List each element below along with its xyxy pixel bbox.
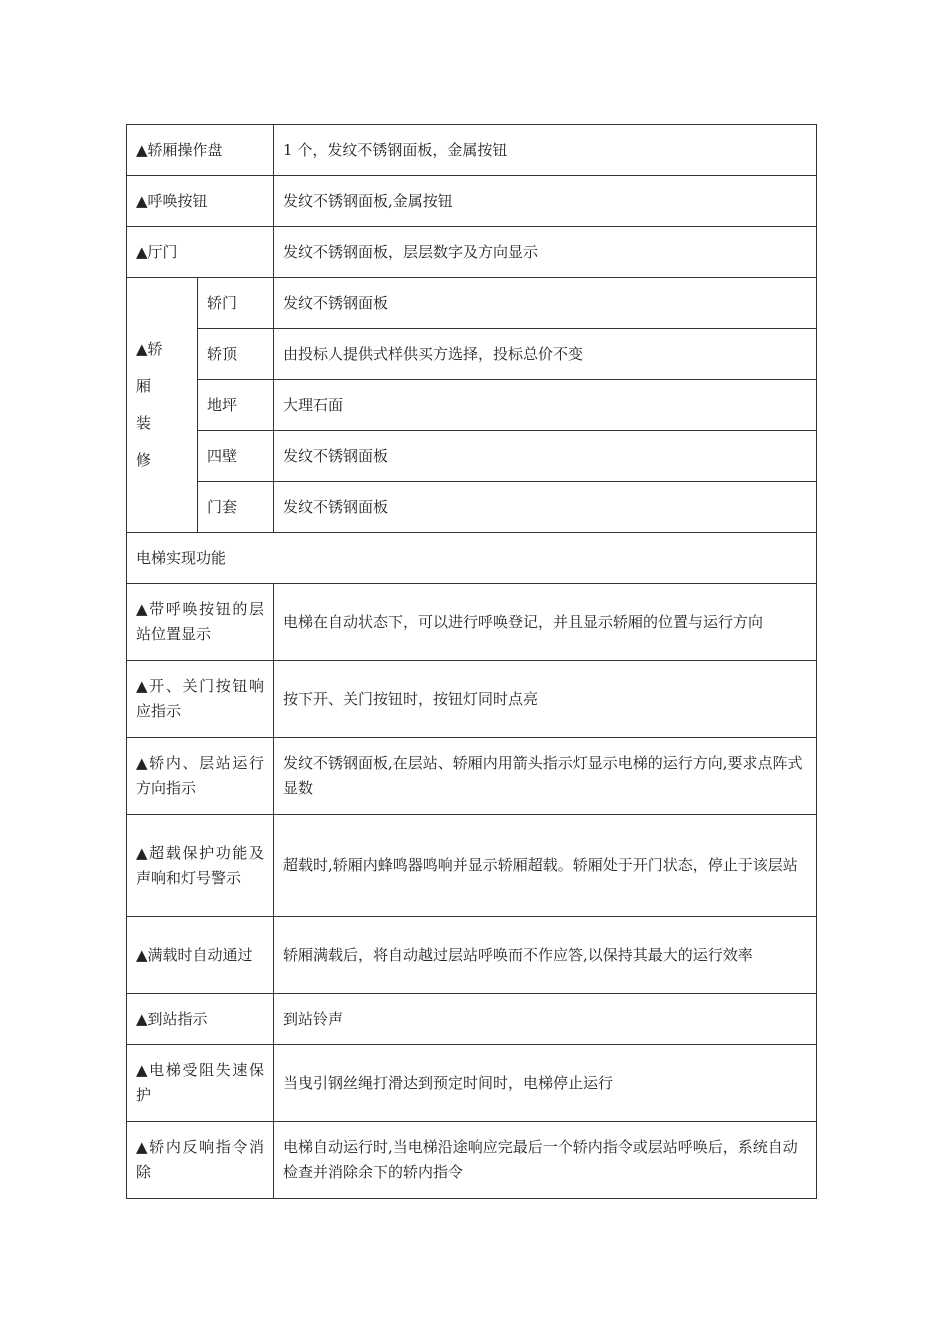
function-value: 电梯在自动状态下，可以进行呼唤登记，并且显示轿厢的位置与运行方向 [274, 584, 817, 661]
decoration-item-label: 四壁 [198, 431, 274, 482]
function-row [127, 1045, 817, 1122]
decoration-row [127, 329, 817, 380]
decoration-item-label: 地坪 [198, 380, 274, 431]
function-label: ▲带呼唤按钮的层站位置显示 [127, 584, 274, 661]
spec-value: 发纹不锈钢面板，层层数字及方向显示 [274, 227, 817, 278]
decoration-item-label: 轿门 [198, 278, 274, 329]
function-value: 按下开、关门按钮时，按钮灯同时点亮 [274, 661, 817, 738]
spec-value: 发纹不锈钢面板,金属按钮 [274, 176, 817, 227]
decoration-item-value: 发纹不锈钢面板 [274, 431, 817, 482]
group-char: 装 [136, 414, 152, 432]
decoration-group-label [127, 278, 198, 533]
elevator-spec-table [126, 124, 817, 1199]
decoration-item-value: 发纹不锈钢面板 [274, 482, 817, 533]
group-char: 厢 [136, 377, 152, 395]
decoration-row [127, 380, 817, 431]
decoration-item-label: 门套 [198, 482, 274, 533]
group-char: 修 [136, 451, 152, 469]
decoration-row [127, 278, 817, 329]
function-label: ▲轿内、层站运行方向指示 [127, 738, 274, 815]
function-value: 电梯自动运行时,当电梯沿途响应完最后一个轿内指令或层站呼唤后，系统自动检查并消除余下的轿内指令 [274, 1122, 817, 1199]
function-label: ▲到站指示 [127, 994, 274, 1045]
decoration-item-value: 由投标人提供式样供买方选择，投标总价不变 [274, 329, 817, 380]
decoration-item-label: 轿顶 [198, 329, 274, 380]
decoration-row [127, 482, 817, 533]
spec-row [127, 125, 817, 176]
spec-label: ▲轿厢操作盘 [127, 125, 274, 176]
function-row [127, 917, 817, 994]
function-value: 到站铃声 [274, 994, 817, 1045]
function-label: ▲开、关门按钮响应指示 [127, 661, 274, 738]
function-row [127, 584, 817, 661]
function-label: ▲超载保护功能及声响和灯号警示 [127, 815, 274, 917]
function-label: ▲电梯受阻失速保护 [127, 1045, 274, 1122]
function-row [127, 994, 817, 1045]
group-char: ▲轿 [136, 340, 163, 358]
spec-label: ▲呼唤按钮 [127, 176, 274, 227]
function-row [127, 815, 817, 917]
function-label: ▲轿内反响指令消除 [127, 1122, 274, 1199]
decoration-row [127, 431, 817, 482]
spec-row [127, 176, 817, 227]
function-row [127, 738, 817, 815]
spec-row [127, 227, 817, 278]
section-row [127, 533, 817, 584]
function-row [127, 1122, 817, 1199]
decoration-item-value: 发纹不锈钢面板 [274, 278, 817, 329]
spec-value: 1 个，发纹不锈钢面板，金属按钮 [274, 125, 817, 176]
section-title: 电梯实现功能 [127, 533, 817, 584]
function-label: ▲满载时自动通过 [127, 917, 274, 994]
function-row [127, 661, 817, 738]
spec-label: ▲厅门 [127, 227, 274, 278]
decoration-item-value: 大理石面 [274, 380, 817, 431]
function-value: 超载时,轿厢内蜂鸣器鸣响并显示轿厢超载。轿厢处于开门状态，停止于该层站 [274, 815, 817, 917]
function-value: 发纹不锈钢面板,在层站、轿厢内用箭头指示灯显示电梯的运行方向,要求点阵式显数 [274, 738, 817, 815]
function-value: 当曳引钢丝绳打滑达到预定时间时，电梯停止运行 [274, 1045, 817, 1122]
function-value: 轿厢满载后，将自动越过层站呼唤而不作应答,以保持其最大的运行效率 [274, 917, 817, 994]
